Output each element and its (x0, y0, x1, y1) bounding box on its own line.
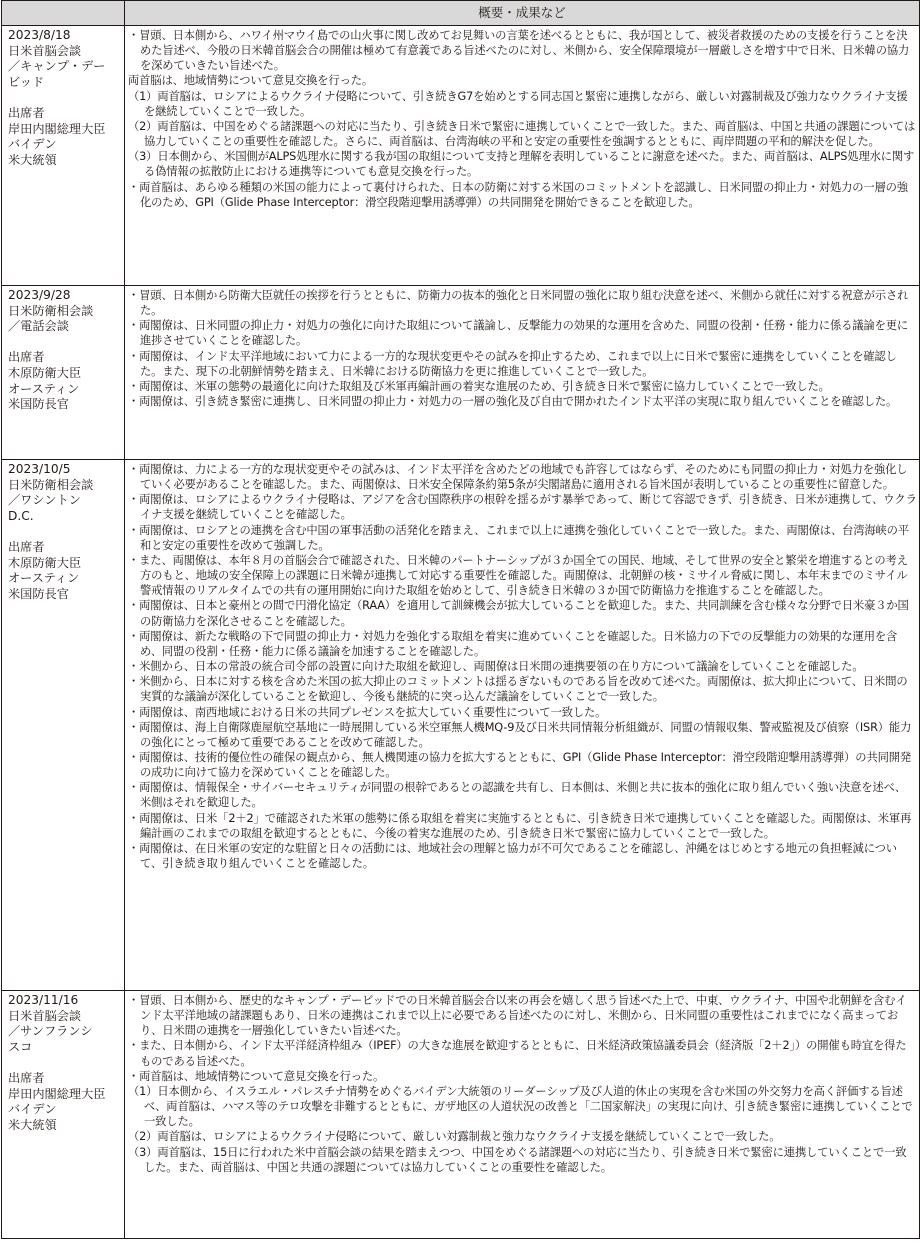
meeting-info-line: 日米防衛相会談 (8, 303, 94, 318)
summary-cell (125, 991, 920, 1239)
bullet-item: ・両閣僚は、海上自衛隊鹿屋航空基地に一時展開している米空軍無人機MQ-9及び日米共同情報分析組織が、同盟の情報収集、警戒監視及び偵察（ISR）能力の強化にとって極めて重要であることを改めて確認した。 (128, 720, 912, 749)
bullet-item: ・両閣僚は、在日米軍の安定的な駐留と日々の活動には、地域社会の理解と協力が不可欠であることを確認し、沖縄をはじめとする地元の負担軽減について、引き続き取り組んでいくことを確認した。 (128, 841, 897, 871)
meeting-info-line: 2023/10/5 (8, 462, 71, 476)
bullet-item: ・両閣僚は、南西地域における日米の共同プレゼンスを拡大していく重要性について一致した。 (128, 705, 607, 719)
meeting-info-cell (2, 460, 125, 991)
numbered-item: （3）日本側から、米国側がALPS処理水に関する我が国の取組について支持と理解を表明していることに謝意を述べた。また、両首脳は、ALPS処理水に関する偽情報の拡散防止における連携等についても意見交換を行った。 (128, 150, 915, 179)
meeting-info-line: 米国防長官 (8, 586, 69, 601)
meetings-table (1, 0, 920, 1239)
header-row (2, 1, 920, 26)
spacer (8, 1055, 121, 1071)
bullet-item: ・両閣僚は、技術的優位性の確保の観点から、無人機関連の協力を拡大するとともに、GPI（Glide Phase Interceptor：滑空段階迎撃用誘導弾）の共同開発の成功に向けて協力を深めていくことを確認した。 (128, 750, 912, 780)
meeting-info-line: ／ワシントン (8, 493, 81, 508)
meeting-info-line: ／サンフランシ (8, 1024, 93, 1039)
numbered-item: （1）日本側から、イスラエル・パレスチナ情勢をめぐるバイデン大統領のリーダーシップ及び人道的休止の実現を含む米国の外交努力を高く評価する旨述べ、両首脳は、ハマス等のテロ攻撃を非難するとともに、ガザ地区の人道状況の改善と「二国家解決」の実現に向け、引き続き緊密に連携していくことで一致した。 (128, 1084, 913, 1129)
meeting-info-line: ／キャンプ・デー (8, 59, 106, 74)
meeting-info-line: 出席者 (8, 1070, 45, 1085)
meeting-info-line: 2023/11/16 (8, 993, 79, 1007)
bullet-item: ・米側から、日本の常設の統合司令部の設置に向けた取組を歓迎し、両閣僚は日米間の連携要領の在り方について議論をしていくことを確認した。 (128, 660, 864, 674)
bullet-item: ・両閣僚は、ロシアによるウクライナ侵略は、アジアを含む国際秩序の根幹を揺るがす暴挙であって、断じて容認できず、引き続き、日米が連携して、ウクライナ支援を継続していくことを確認した。 (128, 493, 917, 522)
meeting-info-line: 木原防衛大臣 (8, 365, 82, 380)
meeting-info-cell (2, 286, 125, 460)
meeting-info-line: ／電話会談 (8, 319, 69, 334)
bullet-item: ・両閣僚は、日米同盟の抑止力・対処力の強化に向けた取組について議論し、反撃能力の効果的な運用を含めた、同盟の役割・任務・能力に係る議論を更に進捗させていくことを確認した。 (128, 319, 909, 348)
bullet-item: ・冒頭、日本側から、歴史的なキャンプ・デービッドでの日米韓首脳会合以来の再会を嬉しく思う旨述べた上で、中東、ウクライナ、中国や北朝鮮を含むインド太平洋地域の諸課題もあり、日米の連携はこれまで以上に必要である旨述べたのに対し、米側から、日米同盟の重要性はこれまでになく高まっており、日米間の連携を一層強化していきたい旨述べた。 (128, 994, 907, 1038)
meeting-info-cell (2, 991, 125, 1239)
meeting-info-line: オースティン (8, 571, 80, 586)
meeting-info-line: ビッド (8, 74, 45, 89)
bullet-item: ・両首脳は、あらゆる種類の米国の能力によって裏付けられた、日本の防衛に対する米国のコミットメントを認識し、日米同盟の抑止力・対処力の一層の強化のため、GPI（Glide Phase Interceptor：滑空段階迎撃用誘導弾）の共同開発を開始できることを歓迎した。 (128, 180, 908, 209)
meeting-info-line: 米大統領 (8, 1117, 57, 1132)
numbered-item: （3）両首脳は、15日に行われた米中首脳会談の結果を踏まえつつ、中国をめぐる諸課題への対応に当たり、引き続き日米で緊密に連携していくことで一致した。また、両首脳は、中国と共通の課題については協力していくことの重要性を確認した。 (128, 1145, 907, 1174)
meeting-info-line: 出席者 (8, 350, 45, 365)
meeting-info-line: 木原防衛大臣 (8, 555, 82, 570)
table-row (2, 286, 920, 460)
spacer (8, 90, 121, 106)
bullet-item: ・両首脳は、地域情勢について意見交換を行った。 (128, 1069, 385, 1083)
meeting-info-line: バイデン (8, 1102, 57, 1117)
bullet-item: ・両閣僚は、米軍の態勢の最適化に向けた取組及び米軍再編計画の着実な進展のため、引き続き日米で緊密に協力していくことで一致した。 (128, 379, 830, 393)
header-cell-blank (2, 1, 125, 26)
meeting-info-line: 出席者 (8, 539, 45, 554)
meeting-info-line: 日米防衛相会談 (8, 477, 94, 492)
header-cell-summary: 概要・成果など (125, 1, 920, 26)
meeting-info-line: オースティン (8, 381, 80, 396)
table-row (2, 460, 920, 991)
summary-cell (125, 26, 920, 286)
meeting-info-line: バイデン (8, 137, 57, 152)
meeting-info-cell (2, 26, 125, 286)
meeting-info-line: D.C. (8, 508, 34, 523)
bullet-item: ・両閣僚は、インド太平洋地域において力による一方的な現状変更やその試みを抑止するため、これまで以上に日米で緊密に連携をしていくことを確認した。また、現下の北朝鮮情勢を踏まえ、日米韓における防衛協力を更に推進していくことで一致した。 (128, 349, 897, 378)
numbered-item: （1）両首脳は、ロシアによるウクライナ侵略について、引き続きG7を始めとする同志国と緊密に連携しながら、厳しい対露制裁及び強力なウクライナ支援を継続していくことで一致した。 (128, 89, 908, 118)
bullet-item: ・冒頭、日本側から防衛大臣就任の挨拶を行うとともに、防衛力の抜本的強化と日米同盟の強化に取り組む決意を述べ、米側から就任に対する祝意が示された。 (128, 289, 909, 318)
bullet-item: ・両閣僚は、力による一方的な現状変更やその試みは、インド太平洋を含めたどの地域でも許容してはならず、そのためにも同盟の抑止力・対処力を強化していく必要があることを確認した。また、両閣僚は、日米安全保障条約第5条が尖閣諸島に適用される旨米国が表明していることの重要性に留意した。 (128, 463, 908, 492)
meeting-info-line: 日米首脳会談 (8, 43, 82, 58)
meeting-info-line: スコ (8, 1039, 33, 1054)
table-row (2, 991, 920, 1239)
meeting-info-line: 2023/8/18 (8, 28, 71, 42)
bullet-item: ・両閣僚は、ロシアとの連携を含む中国の軍事活動の活発化を踏まえ、これまで以上に連携を強化していくことで一致した。また、両閣僚は、台湾海峡の平和と安定の重要性を改めて強調した。 (128, 523, 909, 552)
bullet-item: ・米側から、日本に対する核を含めた米国の拡大抑止のコミットメントは揺るぎないものである旨を改めて述べた。両閣僚は、拡大抑止について、日米間の実質的な議論が深化していることを歓迎し、今後も継続的に突っ込んだ議論をしていくことで一致した。 (128, 675, 908, 704)
spacer (8, 335, 121, 351)
bullet-item: ・冒頭、日本側から、ハワイ州マウイ島での山火事に関し改めてお見舞いの言葉を述べるとともに、我が国として、被災者救援のための支援を行うことを決めた旨述べ、今般の日米韓首脳会合の開催は極めて有意義である旨述べたのに対し、米側から、安全保障環境が一層厳しさを増す中で日米、日米韓の協力を深めていきたい旨述べた。 (128, 29, 910, 73)
meeting-info-line: 岸田内閣総理大臣 (8, 121, 106, 136)
meeting-info-line: 出席者 (8, 105, 45, 120)
numbered-item: （2）両首脳は、中国をめぐる諸課題への対応に当たり、引き続き日米で緊密に連携していくことで一致した。また、両首脳は、中国と共通の課題については協力していくことの重要性を確認した。さらに、両首脳は、台湾海峡の平和と安定の重要性を強調するとともに、両岸問題の平和的解決を促した。 (128, 119, 916, 149)
meeting-info-line: 日米首脳会談 (8, 1008, 82, 1023)
spacer (8, 524, 121, 540)
bullet-item: ・両閣僚は、情報保全・サイバーセキュリティが同盟の根幹であるとの認識を共有し、日本側は、米側と共に抜本的強化に取り組んでいく強い決意を述べ、米側はそれを歓迎した。 (128, 781, 906, 810)
meeting-info-line: 岸田内閣総理大臣 (8, 1086, 106, 1101)
bullet-item: ・両閣僚は、新たな戦略の下で同盟の抑止力・対処力を強化する取組を着実に進めていくことを確認した。日米協力の下での反撃能力の効果的な運用を含め、同盟の役割・任務・能力に係る議論を加速することを確認した。 (128, 629, 898, 658)
meeting-info-line: 米大統領 (8, 152, 57, 167)
table-row (2, 26, 920, 286)
meeting-info-line: 米国防長官 (8, 397, 69, 412)
bullet-item: ・両閣僚は、引き続き緊密に連携し、日米同盟の抑止力・対処力の一層の強化及び自由で開かれたインド太平洋の実現に取り組んでいくことを確認した。 (128, 395, 898, 409)
bullet-item: ・両閣僚は、日米「2＋2」で確認された米軍の態勢に係る取組を着実に実施するとともに、引き続き日米で連携していくことを確認した。両閣僚は、米軍再編計画のこれまでの取組を歓迎するとともに、今後の着実な進展のため、引き続き日米で緊密に協力していくことで一致した。 (128, 811, 912, 840)
meeting-info-line: 2023/9/28 (8, 288, 71, 302)
numbered-item: （2）両首脳は、ロシアによるウクライナ侵略について、厳しい対露制裁と強力なウクライナ支援を継続していくことで一致した。 (128, 1130, 781, 1144)
summary-cell (125, 286, 920, 460)
bullet-item: ・また、日本側から、インド太平洋経済枠組み（IPEF）の大きな進展を歓迎するとともに、日米経済政策協議委員会（経済版「2＋2」）の開催も時宜を得たものである旨述べた。 (128, 1039, 907, 1068)
summary-paragraph: 両首脳は、地域情勢について意見交換を行った。 (128, 74, 374, 88)
bullet-item: ・両閣僚は、日本と豪州との間で円滑化協定（RAA）を適用して訓練機会が拡大していることを歓迎した。また、共同訓練を含む様々な分野で日米豪３か国の防衛協力を深化させることを確認した。 (128, 599, 909, 628)
summary-cell (125, 460, 920, 991)
bullet-item: ・また、両閣僚は、本年８月の首脳会合で確認された、日米韓のパートナーシップが３か国全ての国民、地域、そして世界の安全と繁栄を増進するとの考え方のもと、地域の安全保障上の課題に日米韓が連携して対応する重要性を確認した。両閣僚は、北朝鮮の核・ミサイル脅威に関し、本年末までのミサイル警戒情報のリアルタイムでの共有の運用開始に向けた取組を始めとして、引き続き日米韓の３か国で防衛協力を推進することを確認した。 (128, 553, 908, 598)
